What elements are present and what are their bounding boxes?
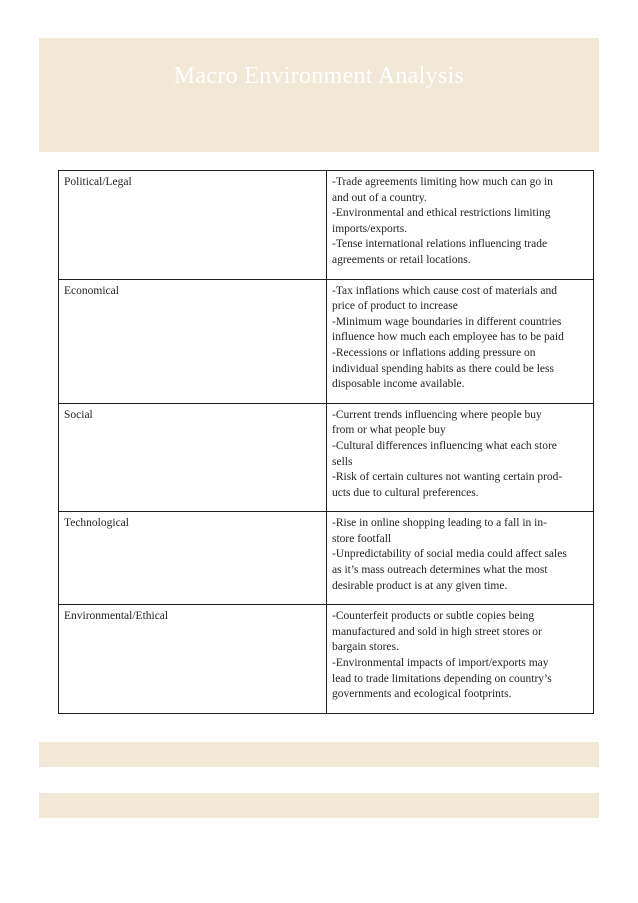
detail-line: sells — [332, 455, 353, 468]
details-cell — [327, 279, 594, 403]
table-row — [59, 171, 594, 280]
factor-cell: Environmental/Ethical — [59, 605, 327, 714]
details-cell — [327, 403, 594, 512]
detail-line: -Environmental impacts of import/exports may — [332, 657, 549, 670]
detail-line: -Trade agreements limiting how much can go in — [332, 176, 553, 188]
table-row — [59, 605, 594, 714]
table-row — [59, 279, 594, 403]
detail-line: individual spending habits as there could be less — [332, 362, 554, 375]
detail-line: and out of a country. — [332, 191, 427, 204]
detail-line: lead to trade limitations depending on country’s — [332, 672, 552, 685]
detail-line: -Tax inflations which cause cost of materials and — [332, 284, 557, 297]
footer-band — [39, 793, 599, 818]
page-title: Macro Environment Analysis — [173, 63, 465, 89]
detail-line: agreements or retail locations. — [332, 253, 471, 266]
detail-line: as it’s mass outreach determines what the most — [332, 564, 548, 577]
detail-line: -Unpredictability of social media could affect sales — [332, 548, 567, 561]
details-cell — [327, 605, 594, 714]
details-cell — [327, 171, 594, 280]
detail-line: disposable income available. — [332, 378, 465, 391]
detail-line: -Environmental and ethical restrictions limiting — [332, 207, 551, 220]
factor-cell: Economical — [59, 279, 327, 403]
detail-line: -Cultural differences influencing what each store — [332, 439, 557, 452]
detail-line: -Tense international relations influencing trade — [332, 238, 548, 251]
detail-line: store footfall — [332, 532, 392, 545]
footer-band — [39, 742, 599, 767]
factor-cell: Political/Legal — [59, 171, 327, 280]
macro-environment-table — [58, 170, 594, 714]
table-row — [59, 403, 594, 512]
detail-line: -Recessions or inflations adding pressure on — [332, 346, 536, 359]
detail-line: imports/exports. — [332, 222, 408, 235]
detail-line: -Counterfeit products or subtle copies being — [332, 610, 535, 623]
detail-line: -Current trends influencing where people buy — [332, 408, 542, 421]
detail-line: bargain stores. — [332, 641, 399, 654]
detail-line: influence how much each employee has to be paid — [332, 331, 564, 344]
detail-line: desirable product is at any given time. — [332, 579, 508, 592]
detail-line: from or what people buy — [332, 424, 446, 437]
detail-line: -Minimum wage boundaries in different countries — [332, 315, 562, 328]
header-band — [39, 38, 599, 152]
detail-line: price of product to increase — [332, 300, 458, 313]
factor-cell: Technological — [59, 512, 327, 605]
details-cell — [327, 512, 594, 605]
detail-line: governments and ecological footprints. — [332, 688, 512, 701]
detail-line: -Risk of certain cultures not wanting certain prod- — [332, 471, 563, 484]
detail-line: -Rise in online shopping leading to a fall in in- — [332, 517, 547, 530]
table-row — [59, 512, 594, 605]
factor-cell: Social — [59, 403, 327, 512]
detail-line: manufactured and sold in high street stores or — [332, 625, 542, 638]
detail-line: ucts due to cultural preferences. — [332, 486, 479, 499]
